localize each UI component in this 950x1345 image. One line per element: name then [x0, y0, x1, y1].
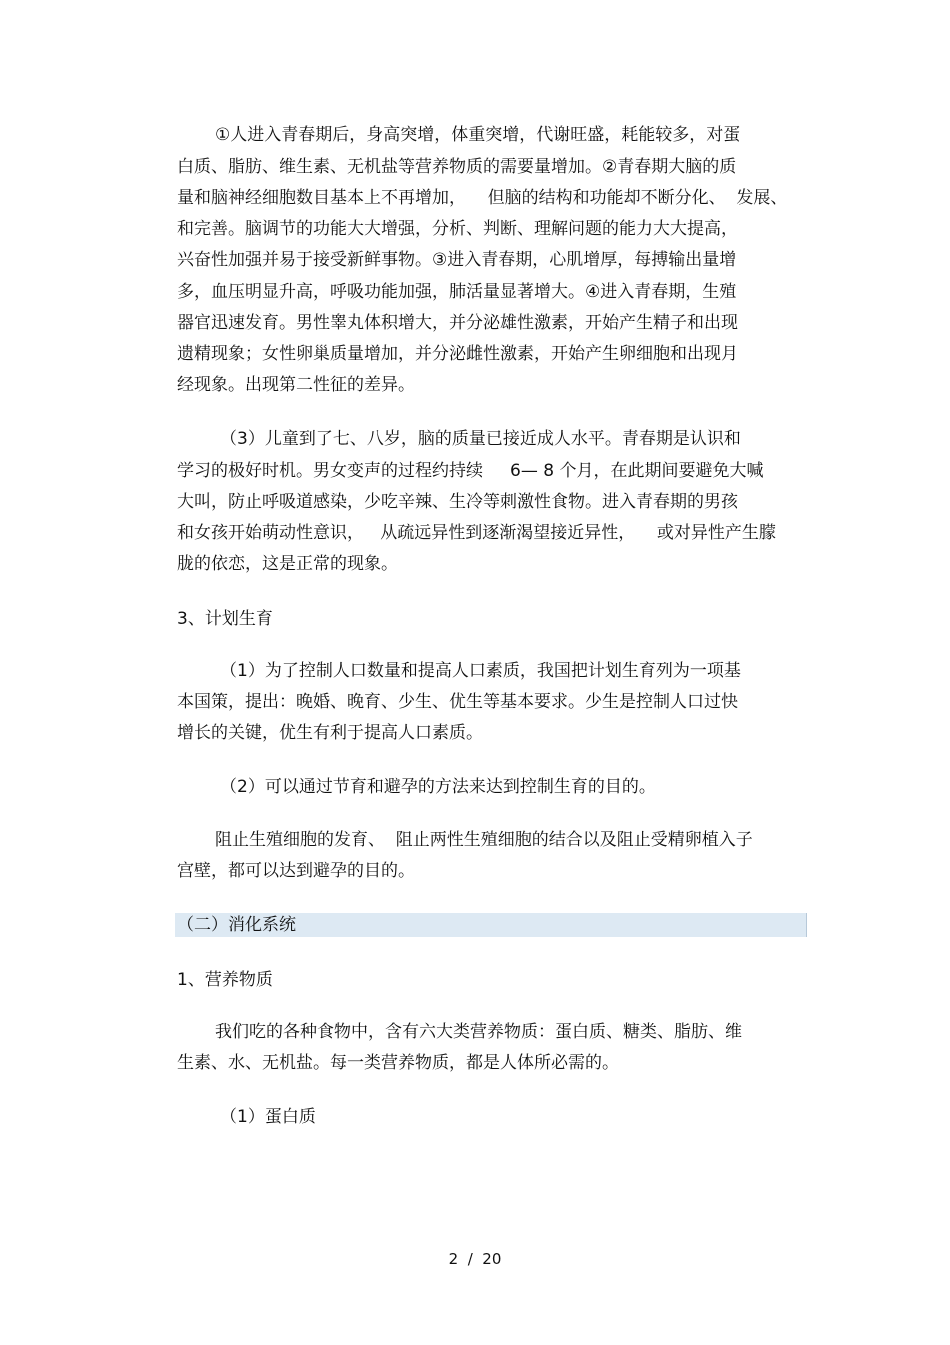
paragraph-3-line-2: 本国策，提出：晚婚、晚育、少生、优生等基本要求。少生是控制人口过快	[177, 692, 738, 712]
paragraph-1-line-7: 器官迅速发育。男性睾丸体积增大，并分泌雄性激素，开始产生精子和出现	[177, 313, 738, 333]
paragraph-1-line-9: 经现象。出现第二性征的差异。	[177, 375, 415, 395]
paragraph-3-line-3: 增长的关键，优生有利于提高人口素质。	[177, 723, 483, 743]
paragraph-2-line-1: （3）儿童到了七、八岁，脑的质量已接近成人水平。青春期是认识和	[220, 429, 741, 449]
heading-nutrients: 1、营养物质	[177, 970, 273, 990]
paragraph-1-line-1: ①人进入青春期后，身高突增，体重突增，代谢旺盛，耗能较多，对蛋	[215, 125, 741, 145]
paragraph-4: （2）可以通过节育和避孕的方法来达到控制生育的目的。	[220, 777, 656, 797]
section-heading-digestive-system: （二）消化系统	[177, 915, 296, 935]
paragraph-1-line-6: 多，血压明显升高，呼吸功能加强，肺活量显著增大。④进入青春期，生殖	[177, 282, 737, 302]
heading-family-planning: 3、计划生育	[177, 609, 273, 629]
paragraph-1-line-3: 量和脑神经细胞数目基本上不再增加， 但脑的结构和功能却不断分化、 发展、	[177, 188, 788, 208]
page-number: 2 / 20	[448, 1250, 502, 1268]
subheading-protein: （1）蛋白质	[220, 1107, 316, 1127]
paragraph-5-line-1: 阻止生殖细胞的发育、 阻止两性生殖细胞的结合以及阻止受精卵植入子	[215, 830, 753, 850]
paragraph-2-line-2: 学习的极好时机。男女变声的过程约持续 6— 8 个月，在此期间要避免大喊	[177, 461, 764, 481]
paragraph-6-line-2: 生素、水、无机盐。每一类营养物质，都是人体所必需的。	[177, 1053, 619, 1073]
paragraph-2-line-3: 大叫，防止呼吸道感染，少吃辛辣、生冷等刺激性食物。进入青春期的男孩	[177, 492, 738, 512]
paragraph-2-line-4: 和女孩开始萌动性意识， 从疏远异性到逐渐渴望接近异性， 或对异性产生朦	[177, 523, 776, 543]
paragraph-6-line-1: 我们吃的各种食物中，含有六大类营养物质：蛋白质、糖类、脂肪、维	[215, 1022, 742, 1042]
paragraph-1-line-8: 遗精现象；女性卵巢质量增加，并分泌雌性激素，开始产生卵细胞和出现月	[177, 344, 738, 364]
paragraph-3-line-1: （1）为了控制人口数量和提高人口素质，我国把计划生育列为一项基	[220, 661, 741, 681]
paragraph-1-line-4: 和完善。脑调节的功能大大增强，分析、判断、理解问题的能力大大提高，	[177, 219, 738, 239]
paragraph-1-line-2: 白质、脂肪、维生素、无机盐等营养物质的需要量增加。②青春期大脑的质	[177, 157, 737, 177]
paragraph-2-line-5: 胧的依恋，这是正常的现象。	[177, 554, 398, 574]
paragraph-5-line-2: 宫壁，都可以达到避孕的目的。	[177, 861, 415, 881]
paragraph-1-line-5: 兴奋性加强并易于接受新鲜事物。③进入青春期，心肌增厚，每搏输出量增	[177, 250, 737, 270]
